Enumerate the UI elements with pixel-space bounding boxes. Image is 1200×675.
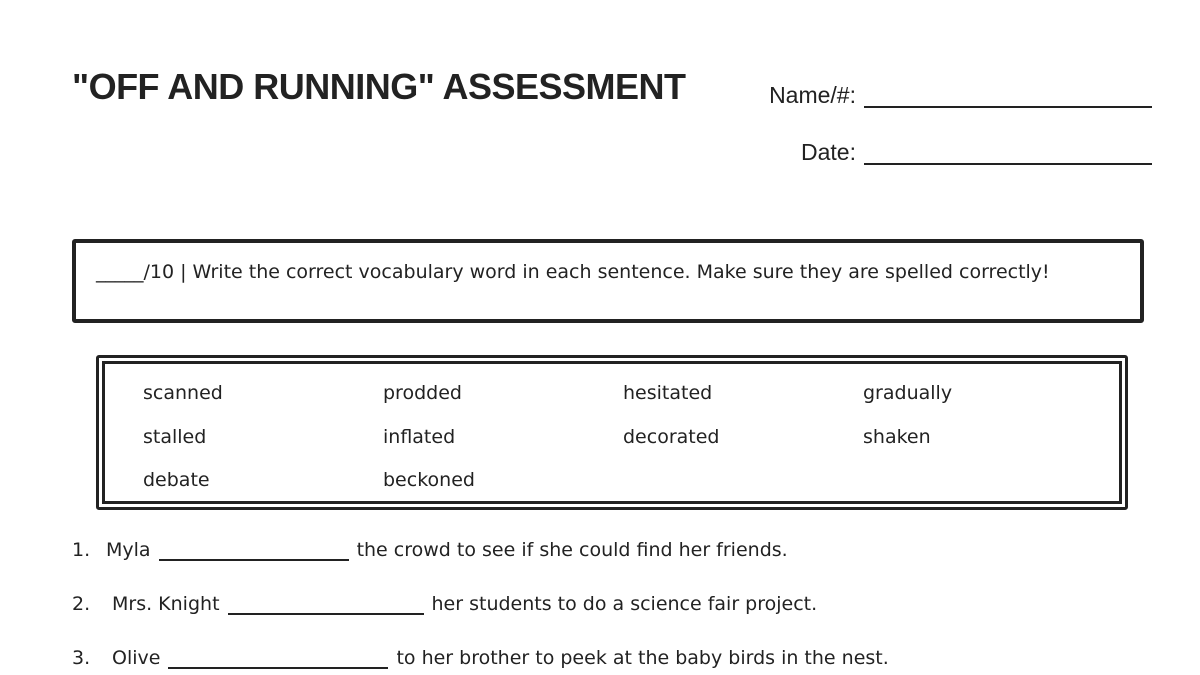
name-label: Name/#: <box>769 82 856 108</box>
question-number: 2. <box>72 593 91 615</box>
question-text-after: the crowd to see if she could find her friends. <box>356 539 788 561</box>
question-text-after: her students to do a science fair project. <box>431 593 818 615</box>
date-label: Date: <box>801 139 856 165</box>
answer-blank[interactable] <box>159 537 349 561</box>
date-input-line[interactable] <box>864 137 1152 165</box>
instructions-box <box>72 239 1144 323</box>
word-bank-word: debate <box>143 469 210 491</box>
question-text-before: Myla <box>106 539 151 561</box>
question-1 <box>72 537 788 561</box>
word-bank-word: shaken <box>863 426 931 448</box>
word-bank-word: gradually <box>863 382 953 404</box>
word-bank-word: scanned <box>143 382 223 404</box>
question-text-after: to her brother to peek at the baby birds in the nest. <box>396 647 889 669</box>
word-bank-word: prodded <box>383 382 462 404</box>
word-bank-word: hesitated <box>623 382 713 404</box>
question-number: 3. <box>72 647 91 669</box>
instructions-text: _____/10 | Write the correct vocabulary word in each sentence. Make sure they are spelled correctly! <box>96 261 1050 283</box>
question-number: 1. <box>72 539 91 561</box>
word-bank-word: beckoned <box>383 469 475 491</box>
question-text-before: Mrs. Knight <box>112 593 220 615</box>
question-3 <box>72 645 889 669</box>
word-bank-word: inflated <box>383 426 456 448</box>
word-bank <box>96 355 1128 510</box>
word-bank-word: decorated <box>623 426 720 448</box>
answer-blank[interactable] <box>168 645 388 669</box>
name-field-row <box>716 80 1152 108</box>
answer-blank[interactable] <box>228 591 424 615</box>
question-text-before: Olive <box>112 647 161 669</box>
name-input-line[interactable] <box>864 80 1152 108</box>
word-bank-inner <box>102 361 1122 504</box>
date-field-row <box>716 137 1152 165</box>
question-2 <box>72 591 817 615</box>
word-bank-word: stalled <box>143 426 207 448</box>
worksheet-title: "OFF AND RUNNING" ASSESSMENT <box>72 66 686 107</box>
